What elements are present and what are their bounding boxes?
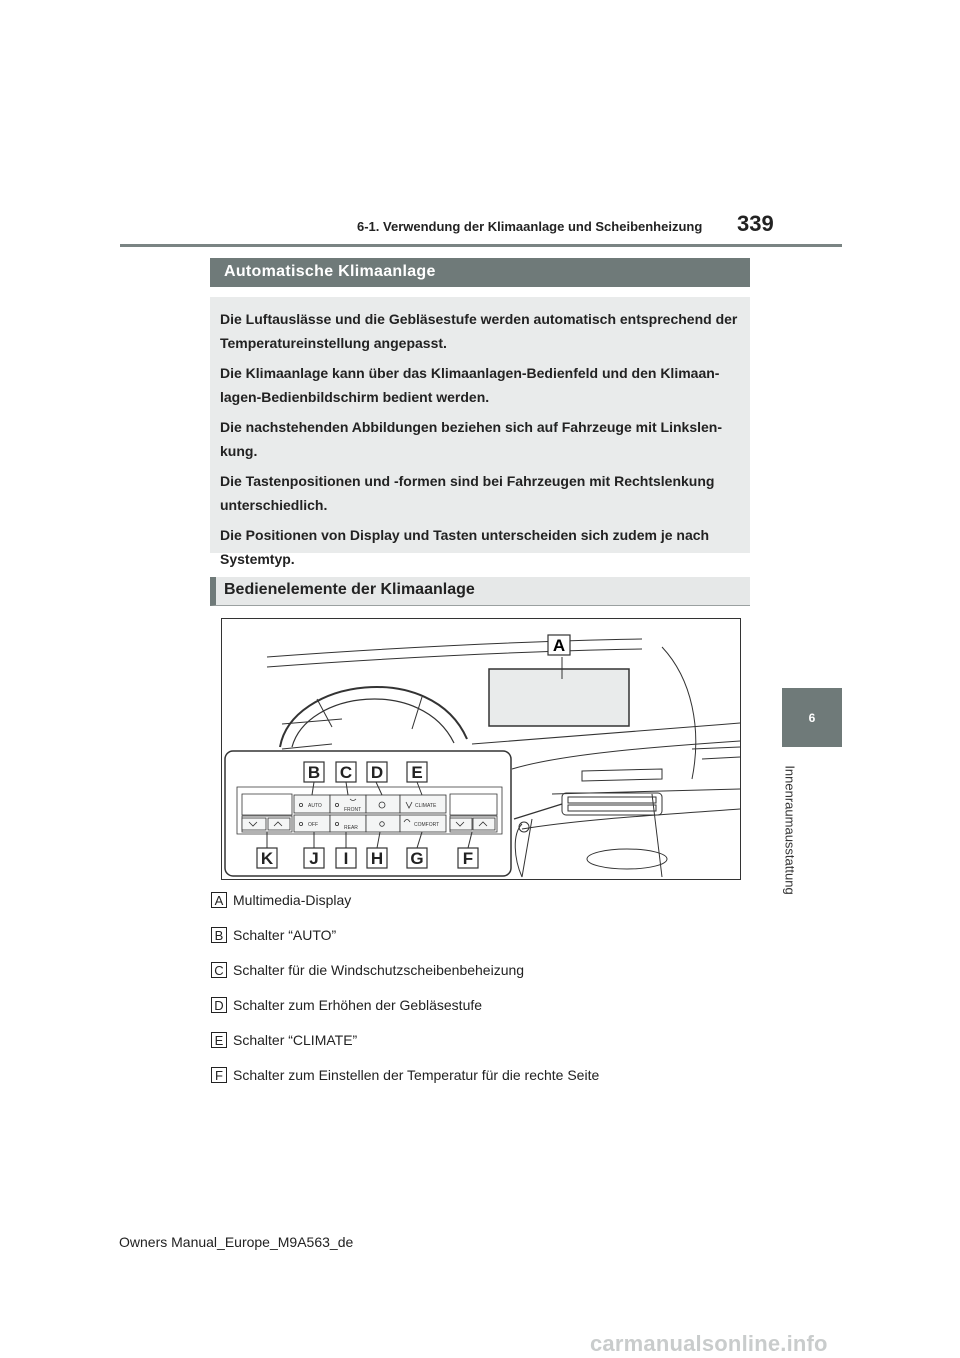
right-temp-down xyxy=(450,818,472,830)
section-banner: Automatische Klimaanlage xyxy=(210,258,750,287)
intro-paragraph: Die Luftauslässe und die Gebläsestufe werden automatisch entsprechend der Temperatureinstellung angepasst. xyxy=(220,311,738,351)
right-temp-up xyxy=(473,818,495,830)
chapter-label xyxy=(760,760,820,900)
dashboard-illustration xyxy=(222,619,741,880)
header-divider xyxy=(120,244,842,247)
intro-paragraph: Die nachstehenden Abbildungen beziehen sich auf Fahrzeuge mit Linkslen-kung. xyxy=(220,419,722,459)
legend-item xyxy=(211,1066,599,1084)
callout-i-label: I xyxy=(343,849,349,868)
footer-document-id: Owners Manual_Europe_M9A563_de xyxy=(119,1234,354,1250)
steering-wheel xyxy=(280,687,467,747)
legend-text: Schalter zum Erhöhen der Gebläsestufe xyxy=(233,997,483,1013)
chapter-label-text: Innenraumausstattung xyxy=(782,765,798,895)
fan-up-button xyxy=(366,795,400,813)
callout-b-label: B xyxy=(307,763,321,782)
watermark: carmanualsonline.info xyxy=(590,1331,828,1356)
legend-text: Schalter für die Windschutzscheibenbeheizung xyxy=(233,962,525,978)
intro-paragraph: Die Positionen von Display und Tasten unterscheiden sich zudem je nach Systemtyp. xyxy=(220,527,710,567)
legend-item xyxy=(211,926,336,944)
intro-box xyxy=(210,297,750,567)
climate-controls-figure xyxy=(221,618,741,880)
legend-key: B xyxy=(211,927,227,943)
page-number: 339 xyxy=(737,211,774,236)
legend-text: Schalter zum Einstellen der Temperatur für die rechte Seite xyxy=(233,1067,600,1083)
rear-button-label: REAR xyxy=(344,825,358,831)
legend-key: E xyxy=(211,1032,227,1048)
legend-key: D xyxy=(211,997,227,1013)
legend-item xyxy=(211,1031,357,1049)
chapter-tab: 6 xyxy=(782,688,842,747)
intro-paragraph: Die Tastenpositionen und -formen sind bei Fahrzeugen mit Rechtslenkung unterschiedlich. xyxy=(220,473,715,513)
intro-paragraph: Die Klimaanlage kann über das Klimaanlagen-Bedienfeld und den Klimaan-lagen-Bedienbildschirm bedient werden. xyxy=(220,365,720,405)
callout-h-label: H xyxy=(370,849,384,868)
legend-text: Schalter “CLIMATE” xyxy=(233,1032,358,1048)
legend-item xyxy=(211,996,482,1014)
legend-item xyxy=(211,891,351,909)
legend-item xyxy=(211,961,524,979)
climate-button-label: CLIMATE xyxy=(415,803,437,809)
callout-g-label: G xyxy=(410,849,424,868)
legend-text: Schalter “AUTO” xyxy=(233,927,337,943)
dash-climate-panel xyxy=(562,793,662,815)
multimedia-display-shape xyxy=(489,669,629,726)
fan-down-button xyxy=(366,815,400,832)
legend-key: C xyxy=(211,962,227,978)
left-temp-down xyxy=(242,818,266,830)
callout-f-label: F xyxy=(462,849,474,868)
callout-d-label: D xyxy=(370,763,384,782)
front-button-label: FRONT xyxy=(344,807,362,813)
off-button-label: OFF xyxy=(308,822,318,828)
callout-e-label: E xyxy=(411,763,423,782)
callout-a-label: A xyxy=(552,636,566,655)
callout-k-label: K xyxy=(260,849,274,868)
running-header-title: 6-1. Verwendung der Klimaanlage und Scheibenheizung xyxy=(357,219,703,234)
legend-key: A xyxy=(211,892,227,908)
callout-j-label: J xyxy=(309,849,319,868)
auto-button-label: AUTO xyxy=(308,803,322,809)
dash-line xyxy=(267,639,642,657)
legend-text: Multimedia-Display xyxy=(233,892,352,908)
dash-line xyxy=(267,649,642,667)
legend-key: F xyxy=(211,1067,227,1083)
subsection-banner: Bedienelemente der Klimaanlage xyxy=(210,577,750,606)
callout-c-label: C xyxy=(339,763,353,782)
comfort-button-label: COMFORT xyxy=(414,822,440,828)
left-temp-up xyxy=(268,818,290,830)
